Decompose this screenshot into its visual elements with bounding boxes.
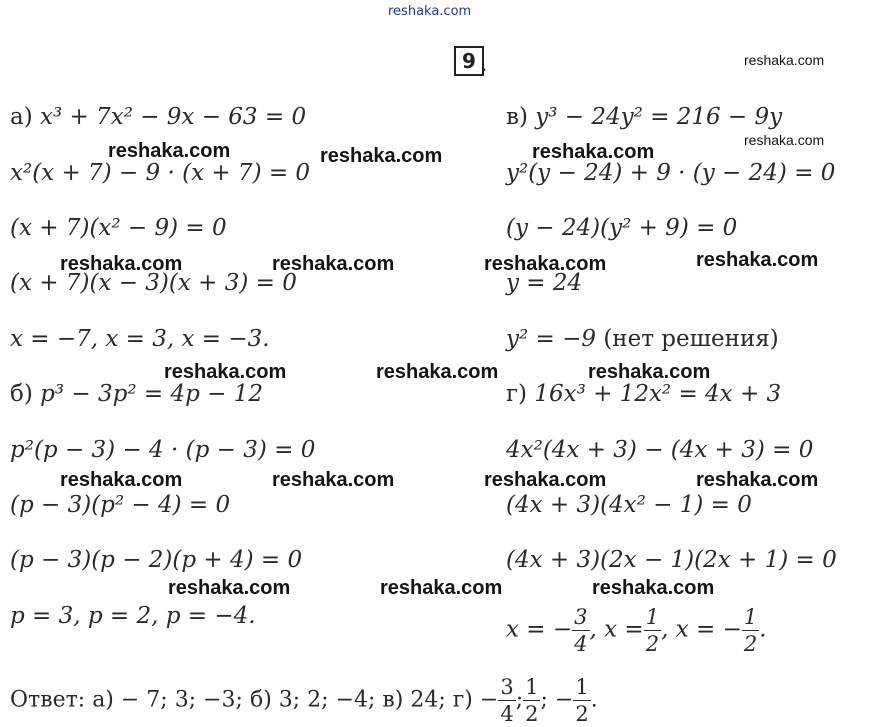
problem-number-dot: . [481,52,488,76]
watermark: reshaka.com [744,132,825,148]
watermark: reshaka.com [744,52,825,68]
fraction [742,604,759,657]
answer-line [10,674,598,727]
fraction [523,674,540,727]
fraction-denominator: 4 [574,632,588,656]
g-step-4-text-b: , x = [589,616,644,643]
watermark: reshaka.com [376,361,499,383]
watermark: reshaka.com [164,361,287,383]
g-equation-text: 16x³ + 12x² = 4x + 3 [534,381,782,407]
fraction-denominator: 4 [500,702,514,726]
watermark: reshaka.com [588,361,711,383]
answer-end: . [590,687,598,713]
b-equation [10,383,263,406]
g-step-4-end: . [759,616,767,643]
fraction [498,674,515,727]
watermark: reshaka.com [532,141,655,163]
a-step-2: (x + 7)(x² − 9) = 0 [10,215,227,241]
g-equation [506,383,781,406]
g-step-4 [506,604,767,657]
watermark: reshaka.com [320,145,443,167]
problem-number: 9 [454,46,484,76]
fraction [573,674,590,727]
fraction-denominator: 2 [645,632,660,656]
a-step-4: x = −7, x = 3, x = −3. [10,326,270,352]
watermark: reshaka.com [168,577,291,599]
a-step-1: x²(x + 7) − 9 · (x + 7) = 0 [10,160,311,186]
fraction-numerator: 1 [575,675,589,699]
watermark: reshaka.com [484,253,607,275]
fraction [644,604,661,657]
fraction-numerator: 1 [645,605,660,629]
b-step-1: p²(p − 3) − 4 · (p − 3) = 0 [10,437,316,463]
fraction-denominator: 2 [575,702,589,726]
fraction-denominator: 2 [525,702,539,726]
a-step-3: (x + 7)(x − 3)(x + 3) = 0 [10,270,297,296]
watermark: reshaka.com [60,469,183,491]
b-step-2: (p − 3)(p² − 4) = 0 [10,492,231,518]
v-step-1: y²(y − 24) + 9 · (y − 24) = 0 [506,160,836,186]
watermark: reshaka.com [696,249,819,271]
fraction-numerator: 1 [525,675,539,699]
fraction-numerator: 3 [500,675,514,699]
fraction-denominator: 2 [743,632,758,656]
g-step-4-text-a: x = − [506,616,573,643]
answer-prefix: Ответ: а) − 7; 3; −3; б) 3; 2; −4; в) 24; г) − [10,687,499,713]
b-equation-text: p³ − 3p² = 4p − 12 [40,381,263,407]
g-step-1: 4x²(4x + 3) − (4x + 3) = 0 [506,437,814,463]
watermark: reshaka.com [272,469,395,491]
b-step-3: (p − 3)(p − 2)(p + 4) = 0 [10,547,303,573]
v-step-4 [506,328,779,351]
v-equation [506,106,782,129]
answer-separator: ; [515,687,524,713]
b-label: б) [10,381,33,407]
g-label: г) [506,381,528,407]
g-step-3: (4x + 3)(2x − 1)(2x + 1) = 0 [506,547,837,573]
fraction [572,604,589,657]
watermark: reshaka.com [592,577,715,599]
v-equation-text: y³ − 24y² = 216 − 9y [535,104,783,130]
watermark: reshaka.com [60,253,183,275]
site-header-link[interactable]: reshaka.com [388,4,472,19]
b-step-4: p = 3, p = 2, p = −4. [10,603,256,629]
v-step-2: (y − 24)(y² + 9) = 0 [506,215,738,241]
watermark: reshaka.com [696,469,819,491]
a-label: а) [10,104,33,130]
v-step-3: y = 24 [506,270,583,296]
v-step-4-note: (нет решения) [603,326,779,352]
watermark: reshaka.com [108,140,231,162]
watermark: reshaka.com [380,577,503,599]
g-step-2: (4x + 3)(4x² − 1) = 0 [506,492,752,518]
v-label: в) [506,104,528,130]
watermark: reshaka.com [272,253,395,275]
fraction-numerator: 3 [574,605,588,629]
answer-separator: ; − [540,687,574,713]
v-step-4-eq: y² = −9 [506,326,597,352]
fraction-numerator: 1 [743,605,758,629]
a-equation-text: x³ + 7x² − 9x − 63 = 0 [40,104,307,130]
watermark: reshaka.com [484,469,607,491]
a-equation [10,106,306,129]
g-step-4-text-c: , x = − [661,616,742,643]
